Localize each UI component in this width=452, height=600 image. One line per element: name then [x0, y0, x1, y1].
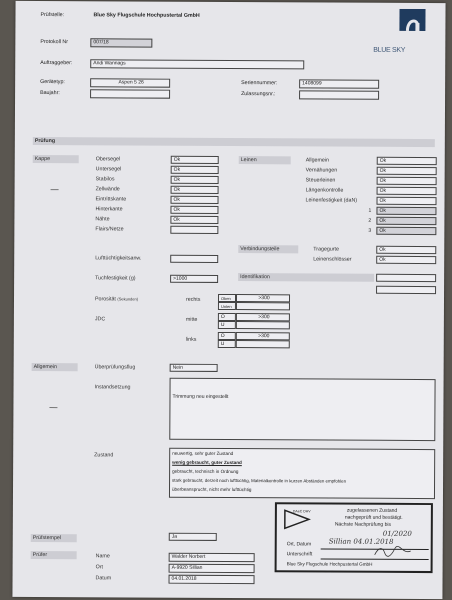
kappe-item-label: Hinterkante [95, 206, 123, 213]
pruefer-datum-field[interactable]: 04.01.2018 [169, 575, 255, 584]
rechts-unten-value[interactable] [236, 302, 290, 310]
kappe-item-value[interactable]: Ok [170, 206, 218, 214]
tuchfestigkeit-field[interactable]: >1000 [170, 275, 218, 283]
pruefstelle-label: Prüfstelle: [40, 12, 65, 19]
leinenschloesser-value[interactable]: Ok [376, 256, 436, 264]
identifikation-field-1[interactable] [376, 274, 436, 282]
inspection-stamp [275, 502, 433, 573]
leinen-item-value[interactable]: Ok [377, 187, 437, 195]
links-label: links [185, 336, 197, 343]
kappe-item-value[interactable]: Ok [171, 166, 219, 174]
zustand-option[interactable]: überbeansprucht, nicht mehr lufttüchtig [171, 486, 252, 493]
rechts-label: rechts [185, 296, 201, 303]
leinen-item-value[interactable]: Ok [376, 207, 436, 215]
identifikation-field-2[interactable] [376, 286, 436, 294]
lufttuechtig-label: Lufttüchtigkeitsanw. [95, 255, 142, 262]
protokoll-label: Protokoll Nr [40, 39, 69, 46]
jdc-label: JDC [94, 316, 106, 323]
zustand-option[interactable]: neuwertig, sehr guter Zustand [172, 450, 234, 457]
stamp-company: Blue Sky Flugschule Hochpustertal GmbH [286, 561, 373, 567]
pruefstempel-field[interactable]: Ja [169, 533, 217, 541]
leinen-item-value[interactable]: Ok [377, 157, 437, 165]
instandsetzung-field[interactable]: Trimmung neu eingestellt [169, 378, 435, 441]
tragegurte-value[interactable]: Ok [376, 246, 436, 254]
kappe-item-label: Untersegel [95, 166, 122, 173]
o-cell: O [218, 332, 236, 340]
daec-dhv-label: DAeC DHV [292, 509, 311, 514]
o-cell: O [218, 313, 236, 321]
ueberpruefungsflug-label: Überprüfungsflug [94, 364, 136, 371]
identifikation-label: Identifikation [238, 273, 374, 282]
auftraggeber-field[interactable]: Andi Wannags [90, 59, 304, 69]
kappe-item-label: Flairs/Netze [95, 226, 124, 233]
stamp-unterschrift-label: Unterschrift [286, 551, 313, 558]
geraetetyp-label: Gerätetyp: [40, 79, 65, 86]
auftraggeber-label: Auftraggeber: [40, 60, 73, 67]
porositaet-label: Porosität (Sekunden) [94, 296, 139, 303]
signature [373, 545, 413, 559]
baujahr-label: Baujahr: [40, 90, 60, 97]
kappe-item-value[interactable]: Ok [170, 216, 218, 224]
leinen-item-label: Längenkontrolle [305, 187, 344, 194]
geraetetyp-field[interactable]: Aspen 5 26 [90, 78, 170, 87]
leinen-row-number: 2 [368, 217, 372, 224]
pruefung-section-title: Prüfung [33, 137, 435, 147]
allgemein-label: Allgemein [32, 363, 78, 371]
kappe-item-label: Nähte [95, 216, 110, 223]
seriennummer-label: Seriennummer: [241, 80, 278, 87]
u-cell: U [218, 340, 236, 348]
zustand-option-selected[interactable]: wenig gebraucht, guter Zustand [172, 459, 242, 466]
logo-text: BLUE SKY [373, 46, 406, 54]
stamp-line-1: zugelassenen Zustand [346, 507, 398, 514]
leinen-item-value[interactable]: Ok [376, 227, 436, 235]
leinen-row-number: 1 [368, 207, 372, 214]
kappe-item-label: Stabilos [95, 176, 115, 183]
pruefstelle-value: Blue Sky Flugschule Hochpustertal GmbH [93, 12, 200, 19]
stamp-line-3: Nächste Nachprüfung bis [334, 521, 391, 528]
kappe-label: Kappe [33, 155, 79, 163]
kappe-item-value[interactable] [170, 226, 218, 234]
zustand-label: Zustand [94, 452, 114, 459]
rechts-value[interactable]: >300 [236, 294, 290, 302]
zustand-option[interactable]: stark gebraucht, derzeit noch lufttüchtig, Materialkontrolle in kurzen Abständen empfohlen [172, 477, 347, 484]
pruefer-ort-label: Ort [95, 564, 103, 571]
leinenschloesser-label: Leinenschlösser [313, 256, 352, 263]
kappe-item-label: Eintrittskante [95, 196, 127, 203]
zustand-options [169, 448, 435, 499]
links-unten-value[interactable] [236, 340, 290, 348]
pruefer-name-field[interactable]: Walder Norbert [169, 553, 255, 562]
mitte-unten-value[interactable] [236, 321, 290, 329]
stamp-unterschrift-line [321, 558, 429, 560]
u-cell: U [218, 321, 236, 329]
leinen-label: Leinen [239, 156, 291, 164]
unten-cell: Unten [218, 302, 236, 310]
kappe-item-label: Obersegel [95, 156, 121, 163]
margin-mark [49, 407, 57, 408]
stamp-next-date: 01/2020 [382, 529, 412, 538]
stamp-ort-datum-value: Sillian 04.01.2018 [328, 537, 394, 546]
pruefer-label: Prüfer [31, 551, 77, 559]
zulassung-field[interactable] [299, 90, 379, 99]
kappe-item-value[interactable]: Ok [171, 196, 219, 204]
blue-sky-logo [393, 9, 429, 45]
leinen-item-label: Vernähungen [305, 167, 338, 174]
ueberpruefungsflug-field[interactable]: Nein [170, 364, 218, 372]
kappe-item-value[interactable]: Ok [171, 186, 219, 194]
zustand-option[interactable]: gebraucht, technisch in Ordnung [172, 468, 239, 475]
protokoll-field[interactable]: 007/18 [90, 38, 152, 47]
stamp-ort-datum-label: Ort, Datum [286, 541, 312, 548]
lufttuechtig-field[interactable] [170, 255, 218, 263]
pruefer-name-label: Name [95, 553, 110, 560]
leinen-item-value[interactable]: Ok [377, 197, 437, 205]
pruefer-datum-label: Datum [95, 575, 112, 582]
leinen-item-value[interactable]: Ok [377, 167, 437, 175]
margin-mark [51, 189, 59, 190]
kappe-item-value[interactable]: Ok [171, 156, 219, 164]
stamp-line-2: nachgeprüft und bestätigt. [344, 514, 403, 521]
verbindungsteile-label: Verbindungsteile [238, 245, 298, 253]
tuchfestigkeit-label: Tuchfestigkeit (g) [95, 275, 136, 282]
kappe-item-label: Zellwände [95, 186, 120, 193]
seriennummer-field[interactable]: 1408099 [299, 79, 379, 88]
tragegurte-label: Tragegurte [313, 246, 339, 253]
mitte-value[interactable]: >300 [236, 313, 290, 321]
mitte-label: mitte [185, 316, 198, 323]
leinen-item-label: Steuerleinen [305, 177, 336, 184]
leinen-item-label: Leinenfestigkeit (daN) [305, 197, 358, 204]
instandsetzung-label: Instandsetzung [94, 384, 131, 391]
pruefer-ort-field[interactable]: A-9920 Sillian [169, 564, 255, 573]
baujahr-field[interactable] [90, 89, 170, 98]
kappe-item-value[interactable]: Ok [171, 176, 219, 184]
leinen-item-label: Allgemein [305, 157, 330, 164]
inspection-protocol-sheet [12, 1, 445, 599]
zulassung-label: Zulassungsnr.: [241, 91, 276, 98]
leinen-row-number: 3 [368, 227, 372, 234]
links-value[interactable]: >300 [236, 332, 290, 340]
leinen-item-value[interactable]: Ok [376, 217, 436, 225]
leinen-item-value[interactable]: Ok [377, 177, 437, 185]
oben-cell: Oben [218, 294, 236, 302]
pruefstempel-label: Prüfstempel [31, 534, 77, 542]
